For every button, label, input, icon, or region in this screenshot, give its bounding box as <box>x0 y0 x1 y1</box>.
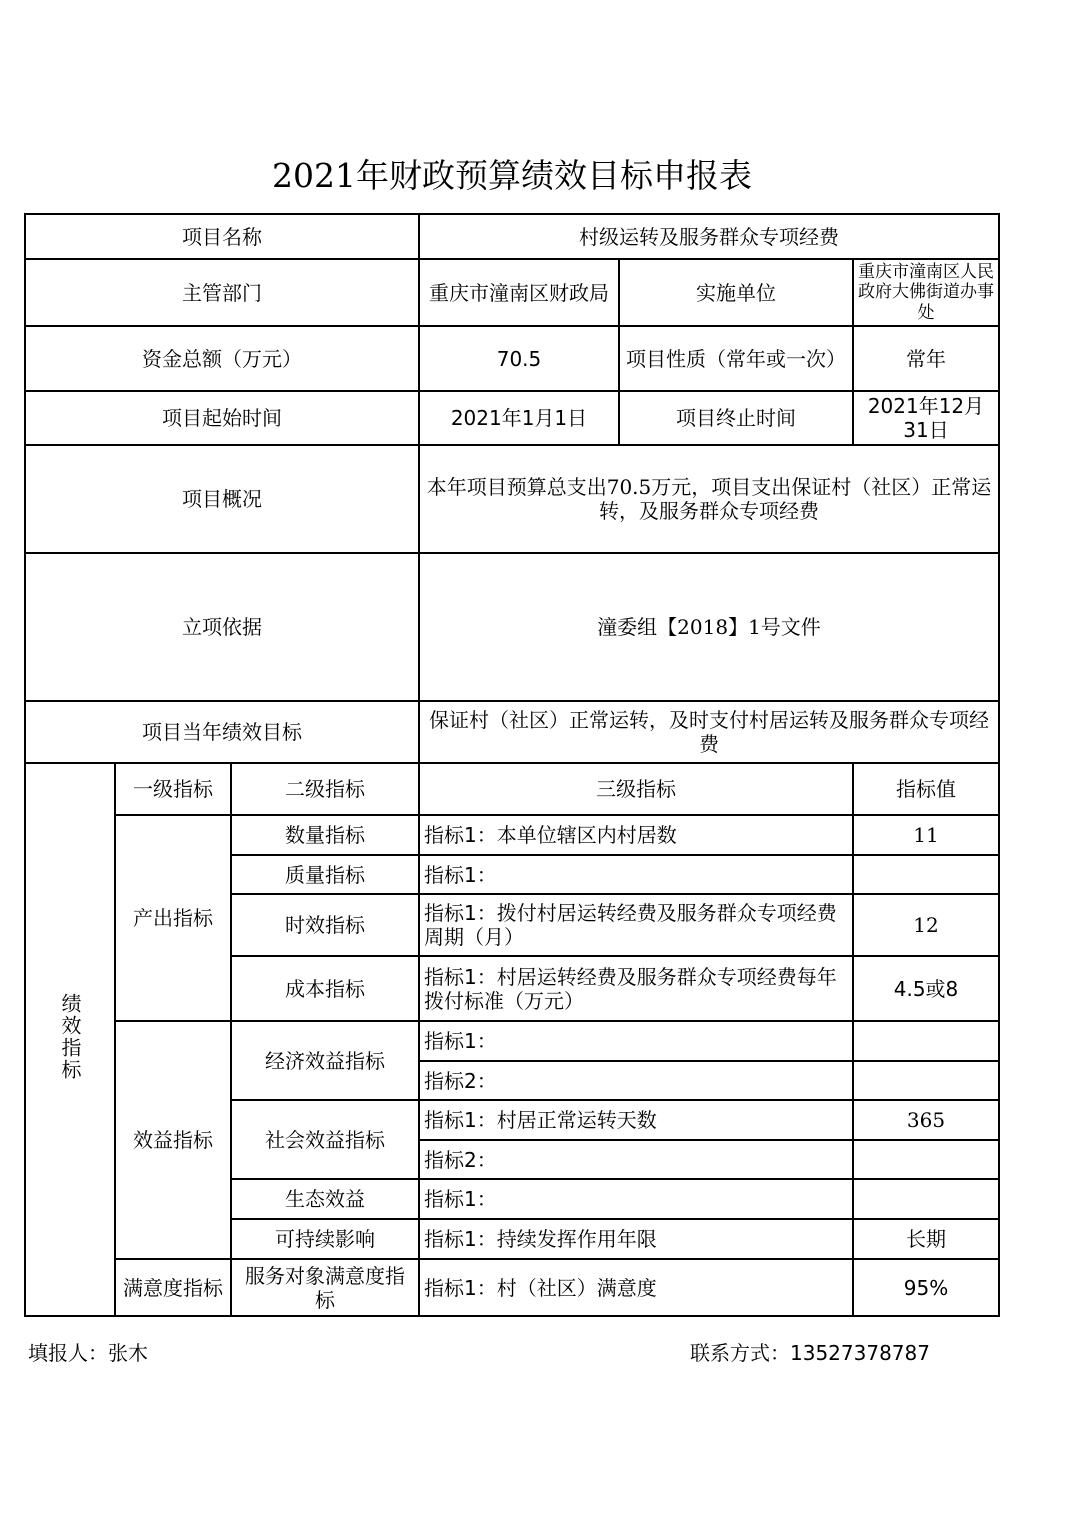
indicator-header-row <box>25 763 999 815</box>
basis-label: 立项依据 <box>25 553 419 701</box>
department-label: 主管部门 <box>25 259 419 326</box>
level2-cell: 时效指标 <box>231 894 419 956</box>
nature-value: 常年 <box>853 326 999 391</box>
funds-label: 资金总额（万元） <box>25 326 419 391</box>
level3-cell: 指标1：本单位辖区内村居数 <box>419 815 853 855</box>
level2-cell: 社会效益指标 <box>231 1100 419 1179</box>
level3-cell: 指标1：持续发挥作用年限 <box>419 1219 853 1259</box>
level2-cell: 服务对象满意度指标 <box>231 1259 419 1316</box>
level3-cell: 指标2： <box>419 1061 853 1100</box>
performance-indicators-label <box>25 763 115 1316</box>
level3-cell: 指标1： <box>419 855 853 894</box>
header-value: 指标值 <box>853 763 999 815</box>
level3-cell: 指标1： <box>419 1179 853 1219</box>
row-funds <box>25 326 999 391</box>
row-department <box>25 259 999 326</box>
end-value: 2021年12月31日 <box>853 391 999 445</box>
level2-cell: 数量指标 <box>231 815 419 855</box>
overview-label: 项目概况 <box>25 445 419 553</box>
goal-value: 保证村（社区）正常运转，及时支付村居运转及服务群众专项经费 <box>419 701 999 763</box>
level2-cell: 可持续影响 <box>231 1219 419 1259</box>
table-row <box>25 815 999 855</box>
value-cell: 长期 <box>853 1219 999 1259</box>
goal-label: 项目当年绩效目标 <box>25 701 419 763</box>
level3-cell: 指标2： <box>419 1140 853 1179</box>
row-project-name <box>25 214 999 259</box>
contact-info: 联系方式：13527378787 <box>690 1341 930 1365</box>
funds-value: 70.5 <box>419 326 619 391</box>
start-label: 项目起始时间 <box>25 391 419 445</box>
start-value: 2021年1月1日 <box>419 391 619 445</box>
project-name-value: 村级运转及服务群众专项经费 <box>419 214 999 259</box>
value-cell <box>853 1021 999 1061</box>
executor-label: 实施单位 <box>619 259 853 326</box>
satisfaction-indicator-label: 满意度指标 <box>115 1259 231 1316</box>
benefit-indicator-label: 效益指标 <box>115 1021 231 1259</box>
performance-indicators-text: 绩效指标 <box>58 993 82 1082</box>
nature-label: 项目性质（常年或一次） <box>619 326 853 391</box>
value-cell: 11 <box>853 815 999 855</box>
value-cell: 365 <box>853 1100 999 1140</box>
performance-form-table <box>24 213 1000 1317</box>
level3-cell: 指标1：村居正常运转天数 <box>419 1100 853 1140</box>
level3-cell: 指标1：村居运转经费及服务群众专项经费每年拨付标准（万元） <box>419 956 853 1021</box>
value-cell: 12 <box>853 894 999 956</box>
executor-value: 重庆市潼南区人民政府大佛街道办事处 <box>853 259 999 326</box>
value-cell <box>853 1140 999 1179</box>
level2-cell: 经济效益指标 <box>231 1021 419 1100</box>
level3-cell: 指标1：村（社区）满意度 <box>419 1259 853 1316</box>
header-level1: 一级指标 <box>115 763 231 815</box>
value-cell <box>853 1061 999 1100</box>
value-cell: 4.5或8 <box>853 956 999 1021</box>
level3-cell: 指标1：拨付村居运转经费及服务群众专项经费周期（月） <box>419 894 853 956</box>
project-name-label: 项目名称 <box>25 214 419 259</box>
row-dates <box>25 391 999 445</box>
header-level2: 二级指标 <box>231 763 419 815</box>
level2-cell: 生态效益 <box>231 1179 419 1219</box>
page-title: 2021年财政预算绩效目标申报表 <box>272 156 752 195</box>
output-indicator-label: 产出指标 <box>115 815 231 1021</box>
value-cell <box>853 1179 999 1219</box>
end-label: 项目终止时间 <box>619 391 853 445</box>
header-level3: 三级指标 <box>419 763 853 815</box>
value-cell <box>853 855 999 894</box>
table-row <box>25 1259 999 1316</box>
level3-cell: 指标1： <box>419 1021 853 1061</box>
basis-value: 潼委组【2018】1号文件 <box>419 553 999 701</box>
row-basis <box>25 553 999 701</box>
filler-info: 填报人：张木 <box>28 1341 148 1365</box>
row-overview <box>25 445 999 553</box>
level2-cell: 成本指标 <box>231 956 419 1021</box>
row-goal <box>25 701 999 763</box>
value-cell: 95% <box>853 1259 999 1316</box>
department-value: 重庆市潼南区财政局 <box>419 259 619 326</box>
table-row <box>25 1021 999 1061</box>
overview-value: 本年项目预算总支出70.5万元，项目支出保证村（社区）正常运转，及服务群众专项经费 <box>419 445 999 553</box>
level2-cell: 质量指标 <box>231 855 419 894</box>
